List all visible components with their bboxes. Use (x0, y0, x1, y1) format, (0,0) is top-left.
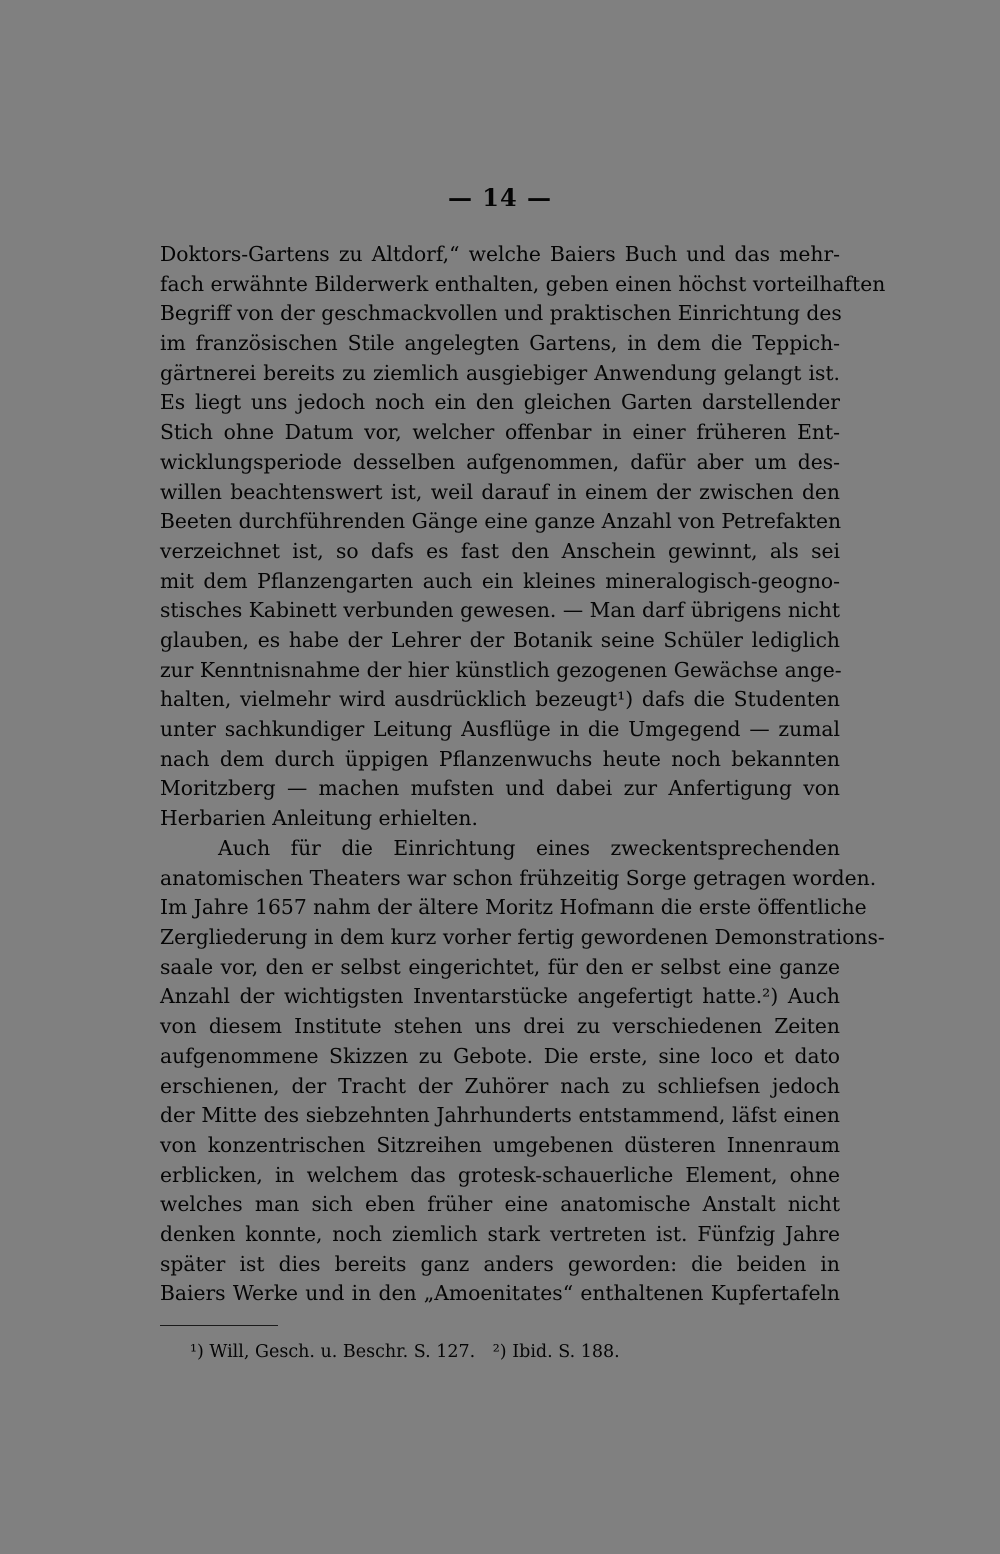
text-line: unter sachkundiger Leitung Ausflüge in die Umgegend — zumal (160, 717, 840, 741)
text-line: denken konnte, noch ziemlich stark vertreten ist. Fünfzig Jahre (160, 1221, 840, 1246)
text-line: erblicken, in welchem das grotesk-schauerliche Element, ohne (160, 1162, 840, 1187)
text-line: saale vor, den er selbst eingerichtet, für den er selbst eine ganze (160, 954, 840, 979)
text-line: willen beachtenswert ist, weil darauf in einem der zwischen den (160, 479, 840, 504)
text-line: halten, vielmehr wird ausdrücklich bezeugt¹) dafs die Studenten (160, 687, 840, 712)
text-line: nach dem durch üppigen Pflanzenwuchs heute noch bekannten (160, 746, 840, 771)
text-line: welches man sich eben früher eine anatomische Anstalt nicht (160, 1192, 840, 1217)
text-line: stisches Kabinett verbunden gewesen. — Man darf übrigens nicht (160, 598, 840, 623)
text-line: anatomischen Theaters war schon frühzeitig Sorge getragen worden. (160, 865, 877, 890)
text-line: Im Jahre 1657 nahm der ältere Moritz Hofmann die erste öffentliche (160, 895, 867, 920)
text-line: aufgenommene Skizzen zu Gebote. Die erste, sine loco et dato (160, 1043, 840, 1068)
text-line: fach erwähnte Bilderwerk enthalten, geben einen höchst vorteilhaften (160, 271, 886, 296)
text-line: Stich ohne Datum vor, welcher offenbar in einer früheren Ent- (160, 420, 840, 445)
footnote-divider (160, 1325, 278, 1326)
footnote-1: ¹) Will, Gesch. u. Beschr. S. 127. (190, 1342, 476, 1362)
text-line: erschienen, der Tracht der Zuhörer nach zu schliefsen jedoch (160, 1073, 840, 1098)
paragraph-2 (160, 834, 885, 1309)
text-line: im französischen Stile angelegten Gartens, in dem die Teppich- (160, 331, 840, 356)
text-line: Auch für die Einrichtung eines zweckentsprechenden (218, 836, 840, 860)
text-line: mit dem Pflanzengarten auch ein kleines mineralogisch-geogno- (160, 568, 840, 593)
text-line: verzeichnet ist, so dafs es fast den Anschein gewinnt, als sei (160, 538, 840, 563)
text-line: der Mitte des siebzehnten Jahrhunderts entstammend, läfst einen (160, 1103, 840, 1128)
text-line: Moritzberg — machen mufsten und dabei zur Anfertigung von (160, 776, 840, 801)
text-line: Zergliederung in dem kurz vorher fertig gewordenen Demonstrations- (160, 925, 885, 950)
text-line: später ist dies bereits ganz anders geworden: die beiden in (160, 1251, 840, 1276)
text-line: gärtnerei bereits zu ziemlich ausgiebiger Anwendung gelangt ist. (160, 360, 840, 385)
text-line: Anzahl der wichtigsten Inventarstücke angefertigt hatte.²) Auch (160, 984, 840, 1009)
text-line: Es liegt uns jedoch noch ein den gleichen Garten darstellender (160, 390, 840, 415)
text-line: wicklungsperiode desselben aufgenommen, dafür aber um des- (160, 449, 840, 474)
page-number: — 14 — (447, 183, 553, 212)
text-line: Begriff von der geschmackvollen und praktischen Einrichtung des (160, 301, 842, 326)
text-line: Baiers Werke und in den „Amoenitates“ enthaltenen Kupfertafeln (160, 1281, 840, 1306)
footnote-2: ²) Ibid. S. 188. (492, 1342, 620, 1362)
text-line: Herbarien Anleitung erhielten. (160, 806, 478, 831)
text-line: glauben, es habe der Lehrer der Botanik seine Schüler lediglich (160, 627, 840, 652)
text-line: von konzentrischen Sitzreihen umgebenen düsteren Innenraum (160, 1132, 840, 1157)
text-line: Doktors-Gartens zu Altdorf,“ welche Baiers Buch und das mehr- (160, 242, 840, 266)
text-line: von diesem Institute stehen uns drei zu verschiedenen Zeiten (160, 1014, 840, 1039)
text-line: Beeten durchführenden Gänge eine ganze Anzahl von Petrefakten (160, 509, 842, 534)
footnotes (190, 1342, 620, 1362)
paragraph-1 (160, 240, 886, 834)
text-line: zur Kenntnisnahme der hier künstlich gezogenen Gewächse ange- (160, 657, 842, 682)
